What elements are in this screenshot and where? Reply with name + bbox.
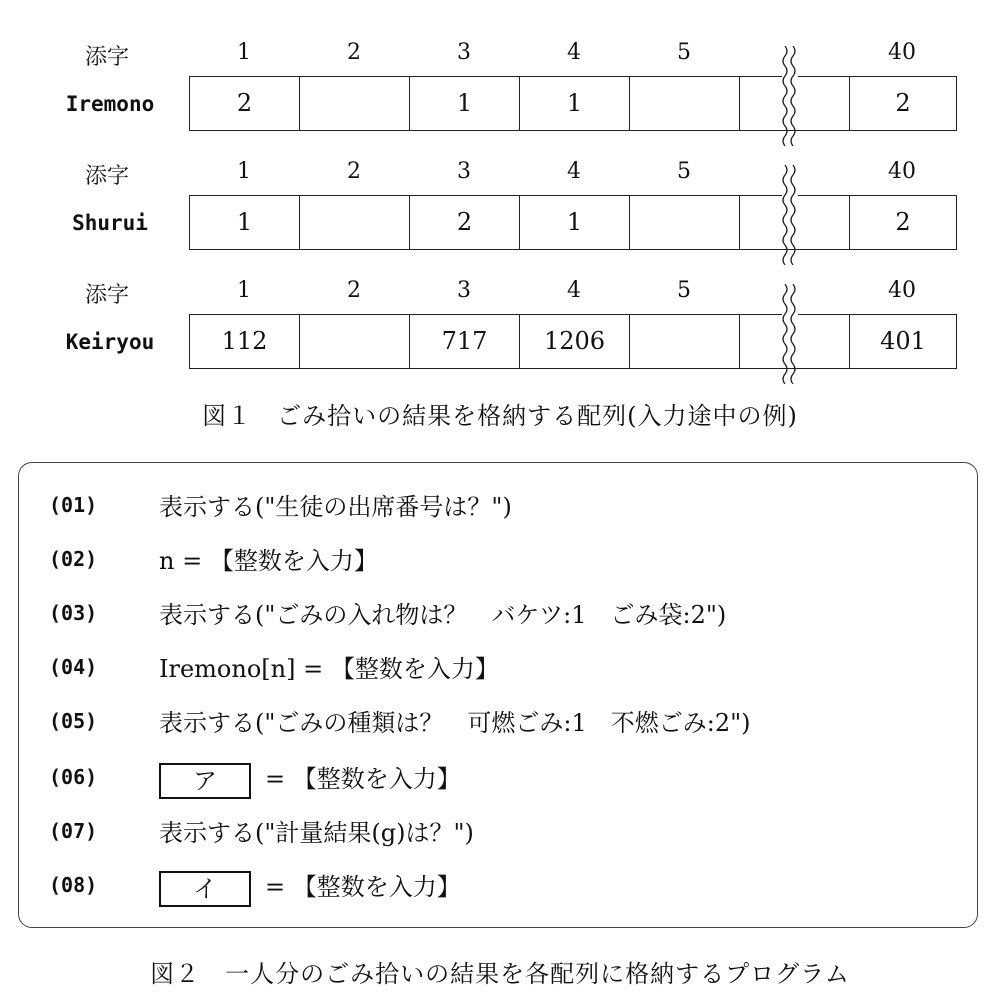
array-cell <box>630 77 740 130</box>
index-row-iremono <box>0 38 1000 68</box>
index-number: 2 <box>347 40 361 65</box>
array-cell: 401 <box>880 327 926 355</box>
index-number: 40 <box>888 40 916 65</box>
array-cell: 1 <box>520 77 630 130</box>
index-number: 1 <box>237 159 251 184</box>
code-text: Iremono[n] = 【整数を入力】 <box>159 655 499 683</box>
index-number: 2 <box>347 159 361 184</box>
index-number: 40 <box>888 159 916 184</box>
array-cell: 1 <box>520 196 630 249</box>
line-number: (01) <box>49 493 98 517</box>
omission-break-mark <box>782 46 798 126</box>
program-line-05 <box>49 703 969 743</box>
index-number: 5 <box>677 278 691 303</box>
code-text: 表示する("ごみの入れ物は？ バケツ:1 ごみ袋:2") <box>159 601 727 629</box>
program-line-08 <box>49 867 969 907</box>
array-cell: 2 <box>410 196 520 249</box>
index-label: 添字 <box>84 164 129 189</box>
array-cell: 2 <box>895 89 911 117</box>
omission-break-mark <box>782 165 798 245</box>
index-number: 1 <box>237 278 251 303</box>
array-iremono <box>189 76 957 131</box>
code-text: 表示する("ごみの種類は？ 可燃ごみ:1 不燃ごみ:2") <box>159 709 751 737</box>
index-label: 添字 <box>84 283 129 308</box>
index-number: 4 <box>567 40 581 65</box>
program-line-07 <box>49 813 969 853</box>
index-number: 3 <box>457 278 471 303</box>
code-text: n = 【整数を入力】 <box>159 547 378 575</box>
array-cell: 1 <box>410 77 520 130</box>
code-text <box>159 759 461 799</box>
array-cell: 1206 <box>520 315 630 368</box>
index-number: 4 <box>567 278 581 303</box>
program-line-02 <box>49 541 969 581</box>
answer-blank-i[interactable]: イ <box>159 871 251 907</box>
code-text: 表示する("計量結果(g)は？") <box>159 819 474 847</box>
array-name-shurui: Shurui <box>72 211 148 235</box>
wavy-line-icon <box>782 284 798 384</box>
index-number: 1 <box>237 40 251 65</box>
figure-2-caption: 図２ 一人分のごみ拾いの結果を各配列に格納するプログラム <box>150 960 850 988</box>
index-number: 5 <box>677 159 691 184</box>
line-number: (06) <box>49 765 98 789</box>
wavy-line-icon <box>782 165 798 265</box>
code-text: 表示する("生徒の出席番号は？") <box>159 493 512 521</box>
index-number: 3 <box>457 40 471 65</box>
line-number: (04) <box>49 655 98 679</box>
omission-break-mark <box>782 284 798 364</box>
answer-blank-a[interactable]: ア <box>159 763 251 799</box>
index-number: 4 <box>567 159 581 184</box>
program-line-06 <box>49 759 969 799</box>
figure-1-caption: 図１ ごみ拾いの結果を格納する配列(入力途中の例) <box>202 402 798 430</box>
index-number: 40 <box>888 278 916 303</box>
array-name-iremono: Iremono <box>65 92 155 116</box>
program-line-03 <box>49 595 969 635</box>
program-box <box>18 462 978 928</box>
index-row-shurui <box>0 157 1000 187</box>
index-number: 2 <box>347 278 361 303</box>
array-cell <box>300 196 410 249</box>
array-cell: 2 <box>190 77 300 130</box>
line-number: (08) <box>49 873 98 897</box>
array-cell <box>630 196 740 249</box>
array-cell: 717 <box>410 315 520 368</box>
array-cell <box>300 315 410 368</box>
line-number: (07) <box>49 819 98 843</box>
array-keiryou <box>189 314 957 369</box>
wavy-line-icon <box>782 46 798 146</box>
array-cell: 2 <box>895 208 911 236</box>
array-cell <box>630 315 740 368</box>
array-cell: 112 <box>190 315 300 368</box>
index-row-keiryou <box>0 276 1000 306</box>
code-text-after-blank: = 【整数を入力】 <box>265 873 461 901</box>
line-number: (05) <box>49 709 98 733</box>
array-cell <box>300 77 410 130</box>
program-line-01 <box>49 487 969 527</box>
code-text <box>159 867 461 907</box>
index-number: 5 <box>677 40 691 65</box>
array-name-keiryou: Keiryou <box>65 330 155 354</box>
index-number: 3 <box>457 159 471 184</box>
line-number: (03) <box>49 601 98 625</box>
array-cell: 1 <box>190 196 300 249</box>
code-text-after-blank: = 【整数を入力】 <box>265 765 461 793</box>
array-shurui <box>189 195 957 250</box>
program-line-04 <box>49 649 969 689</box>
index-label: 添字 <box>84 45 129 70</box>
line-number: (02) <box>49 547 98 571</box>
